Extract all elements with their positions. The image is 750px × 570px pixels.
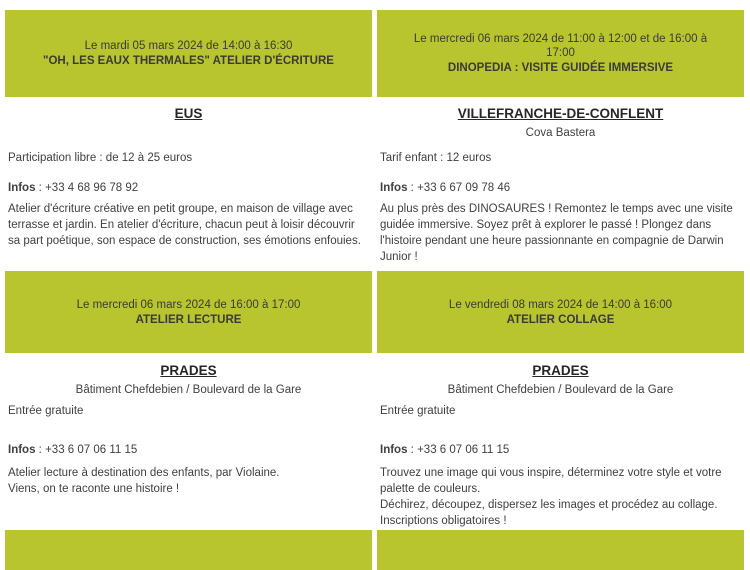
event-card-eus [5,10,372,271]
description-line: Viens, on te raconte une histoire ! [8,483,180,495]
event-location: PRADES [532,363,589,378]
infos-line [5,180,372,196]
event-venue: Bâtiment Chefdebien / Boulevard de la Gare [75,384,302,396]
event-title: DINOPEDIA : VISITE GUIDÉE IMMERSIVE [447,62,674,74]
price-line: Tarif enfant : 12 euros [380,152,492,164]
event-date: Le mardi 05 mars 2024 de 14:00 à 16:30 [84,40,293,52]
next-event-header-cutoff [5,530,372,570]
description-line: Trouvez une image qui vous inspire, déterminez votre style et votre palette de couleurs. [380,467,722,495]
event-header [5,10,372,97]
event-title: ATELIER COLLAGE [506,313,615,326]
infos-line [377,180,744,196]
event-header [5,271,372,353]
infos-label: Infos [8,444,36,456]
event-card-atelier-lecture [5,271,372,530]
event-header [377,271,744,353]
description-line: Déchirez, découpez, dispersez les images et procédez au collage. [380,499,718,511]
description-line: Au plus près des DINOSAURES ! Remontez le temps avec une visite guidée immersive. Soyez prêt à explorer le passé ! Plongez dans l'histoire pendant une heure passionnante en compagnie de Darwin Junior ! [380,203,733,263]
event-date: Le mercredi 06 mars 2024 de 16:00 à 17:00 [76,298,301,311]
event-card-dinopedia [377,10,744,271]
phone-number: +33 6 07 06 11 15 [417,444,510,456]
phone-number: +33 4 68 96 78 92 [45,182,139,194]
infos-line [5,442,372,458]
event-header [377,10,744,97]
location-block [5,353,372,403]
location-block [5,97,372,150]
event-date: Le mercredi 06 mars 2024 de 11:00 à 12:00 et de 16:00 à 17:00 [413,33,708,59]
price-line: Participation libre : de 12 à 25 euros [8,152,193,164]
next-event-header-cutoff [377,530,744,570]
phone-number: +33 6 07 06 11 15 [45,444,138,456]
right-column [377,10,744,570]
location-block [377,353,744,403]
event-location: VILLEFRANCHE-DE-CONFLENT [457,106,664,121]
location-block [377,97,744,150]
infos-label: Infos [380,444,408,456]
event-card-atelier-collage [377,271,744,530]
event-venue: Cova Bastera [525,127,596,139]
event-title: ATELIER LECTURE [135,313,242,326]
description-line: Atelier d'écriture créative en petit groupe, en maison de village avec terrasse et jardin. En atelier d'écriture, chacun peut à loisir découvrir sa part poétique, son espace de construction, ses émotions enfouies. [8,203,361,247]
infos-separator: : [407,182,418,194]
infos-label: Infos [380,182,408,194]
phone-number: +33 6 67 09 78 46 [417,182,511,194]
event-location: PRADES [160,363,217,378]
price-line: Entrée gratuite [380,405,456,417]
left-column [5,10,372,570]
price-line: Entrée gratuite [8,405,84,417]
description-line: Inscriptions obligatoires ! [380,515,507,527]
infos-separator: : [35,182,46,194]
event-location: EUS [174,106,203,121]
event-title: "OH, LES EAUX THERMALES" ATELIER D'ÉCRITURE [43,55,334,67]
event-venue: Bâtiment Chefdebien / Boulevard de la Gare [447,384,674,396]
event-description [5,465,372,497]
infos-separator: : [407,444,418,456]
event-description [5,201,372,249]
description-line: Atelier lecture à destination des enfants, par Violaine. [8,467,280,479]
event-description [377,465,744,529]
infos-label: Infos [8,182,36,194]
infos-separator: : [35,444,46,456]
event-date: Le vendredi 08 mars 2024 de 14:00 à 16:00 [448,298,673,311]
event-description [377,201,744,265]
infos-line [377,442,744,458]
